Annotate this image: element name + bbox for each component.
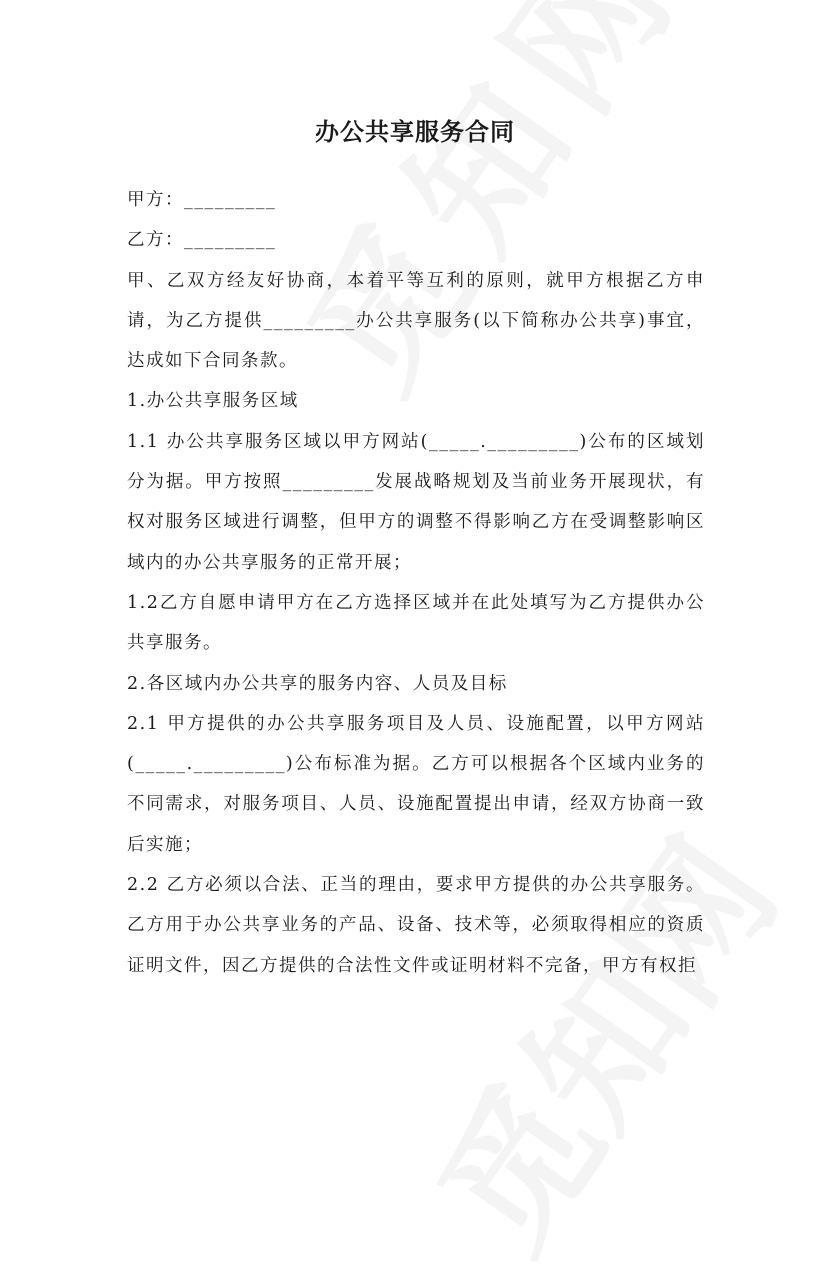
- clause-1-2: 1.2乙方自愿申请甲方在乙方选择区域并在此处填写为乙方提供办公共享服务。: [127, 592, 705, 654]
- clause-1-1: 1.1 办公共享服务区域以甲方网站(_____._________)公布的区域划分为据。甲方按照_________发展战略规划及当前业务开展现状，有权对服务区域进行调整，但甲方的调整不得影响乙方在受调整影响区域内的办公共享服务的正常开展；: [127, 431, 705, 573]
- section-heading-2: 2.各区域内办公共享的服务内容、人员及目标: [127, 673, 508, 694]
- preamble-paragraph: 甲、乙双方经友好协商，本着平等互利的原则，就甲方根据乙方申请，为乙方提供_________办公共享服务(以下简称办公共享)事宜，达成如下合同条款。: [127, 270, 705, 372]
- document-title: 办公共享服务合同: [315, 117, 515, 146]
- document-body: [127, 180, 705, 986]
- party-b-line: 乙方：_________: [127, 230, 277, 251]
- section-heading-1: 1.办公共享服务区域: [127, 391, 299, 412]
- clause-2-2: 2.2 乙方必须以合法、正当的理由，要求甲方提供的办公共享服务。乙方用于办公共享业务的产品、设备、技术等，必须取得相应的资质证明文件，因乙方提供的合法性文件或证明材料不完备，甲方有权拒: [127, 875, 705, 976]
- clause-2-1: 2.1 甲方提供的办公共享服务项目及人员、设施配置，以甲方网站(_____._________)公布标准为据。乙方可以根据各个区域内业务的不同需求，对服务项目、人员、设施配置提出申请，经双方协商一致后实施；: [127, 713, 705, 855]
- party-a-line: 甲方：_________: [127, 190, 277, 210]
